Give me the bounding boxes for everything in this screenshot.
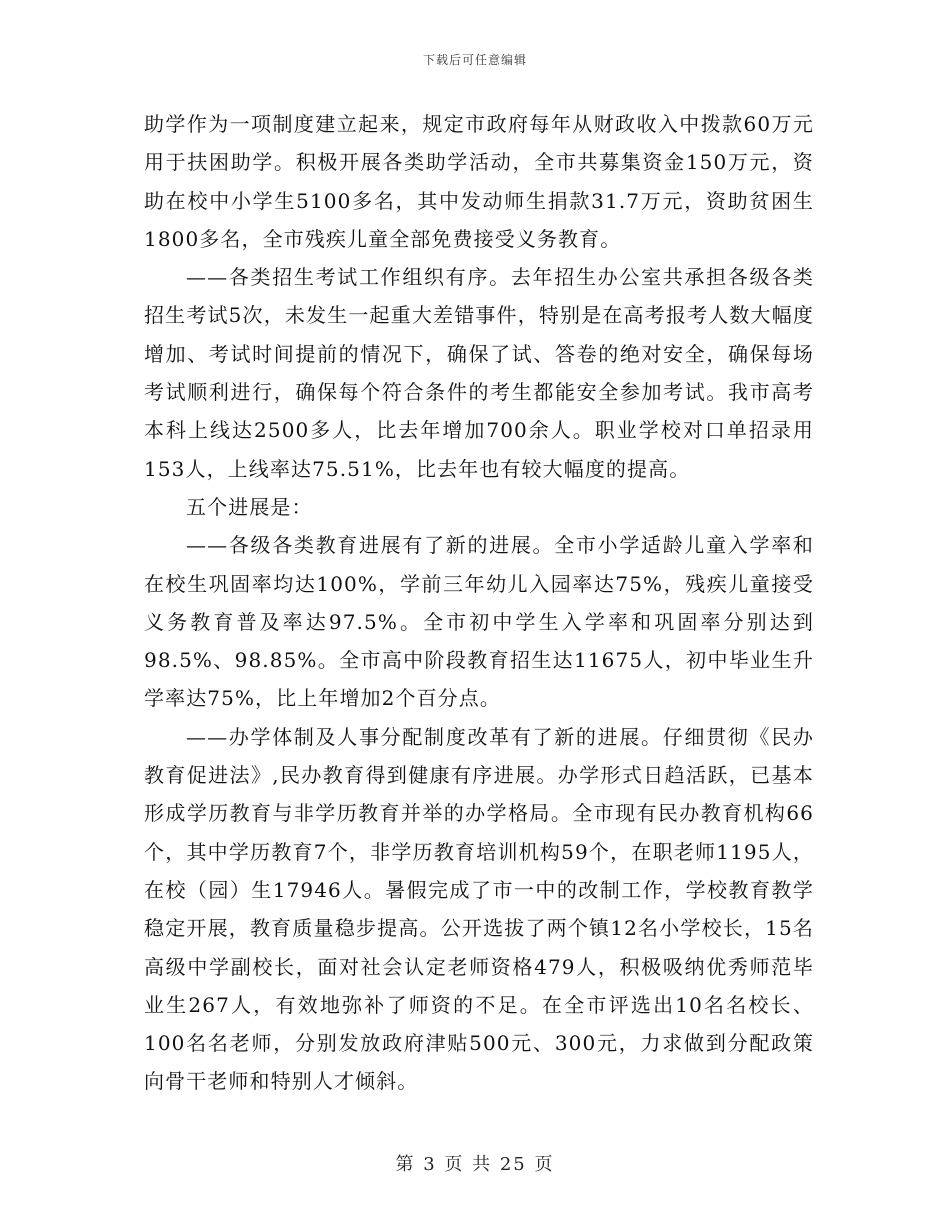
paragraph-five-progress-heading: 五个进展是： xyxy=(186,494,313,519)
paragraph-reform-progress: ——办学体制及人事分配制度改革有了新的进展。仔细贯彻《民办教育促进法》,民办教育得到健康有序进展。办学形式日趋活跃，已基本形成学历教育与非学历教育并举的办学格局。全市现有民办教育机构66个，其中学历教育7个，非学历教育培训机构59个，在职老师1195人，在校（园）生17946人。暑假完成了市一中的改制工作，学校教育教学稳定开展，教育质量稳步提高。公开选拔了两个镇12名小学校长，15名高级中学副校长，面对社会认定老师资格479人，积极吸纳优秀师范毕业生267人，有效地弥补了师资的不足。在全市评选出10名名校长、100名名老师，分别发放政府津贴500元、300元，力求做到分配政策向骨干老师和特别人才倾斜。 xyxy=(144,724,814,1094)
paragraph-continuation: 助学作为一项制度建立起来，规定市政府每年从财政收入中拨款60万元用于扶困助学。积极开展各类助学活动，全市共募集资金150万元，资助在校中小学生5100多名，其中发动师生捐款31.7万元，资助贫困生1800多名，全市残疾儿童全部免费接受义务教育。 xyxy=(144,112,814,251)
paragraph-education-progress: ——各级各类教育进展有了新的进展。全市小学适龄儿童入学率和在校生巩固率均达100%，学前三年幼儿入园率达75%，残疾儿童接受义务教育普及率达97.5%。全市初中学生入学率和巩固率分别达到98.5%、98.85%。全市高中阶段教育招生达11675人，初中毕业生升学率达75%，比上年增加2个百分点。 xyxy=(144,533,814,711)
page-header-note: 下载后可任意编辑 xyxy=(422,53,527,67)
page-number-footer: 第 3 页 共 25 页 xyxy=(395,1154,555,1175)
paragraph-exam-organization: ——各类招生考试工作组织有序。去年招生办公室共承担各级各类招生考试5次，未发生一起重大差错事件，特别是在高考报考人数大幅度增加、考试时间提前的情况下，确保了试、答卷的绝对安全，确保每场考试顺利进行，确保每个符合条件的考生都能安全参加考试。我市高考本科上线达2500多人，比去年增加700余人。职业学校对口单招录用153人，上线率达75.51%，比去年也有较大幅度的提高。 xyxy=(144,265,814,481)
document-body xyxy=(144,105,814,1101)
